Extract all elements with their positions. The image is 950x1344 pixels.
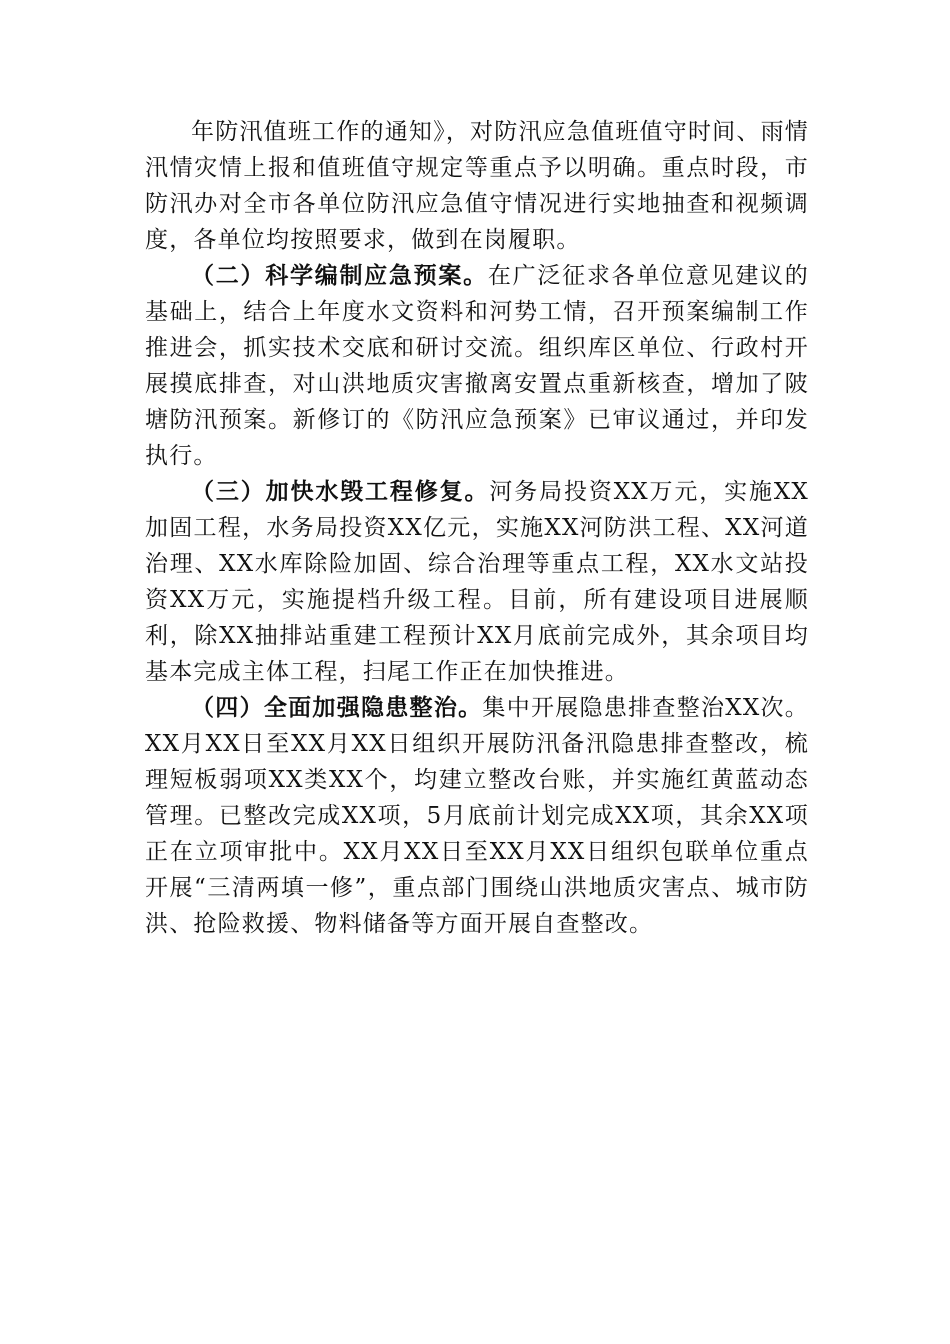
- paragraph-2: [145, 258, 809, 474]
- paragraph-3: [145, 474, 809, 690]
- paragraph-1-text: 年防汛值班工作的通知》，对防汛应急值班值守时间、雨情汛情灾情上报和值班值守规定等重点予以明确。重点时段，市防汛办对全市各单位防汛应急值守情况进行实地抽查和视频调度，各单位均按照要求，做到在岗履职。: [145, 119, 809, 253]
- paragraph-2-heading: （二）科学编制应急预案。: [191, 262, 488, 289]
- paragraph-3-text: 河务局投资XX万元，实施XX加固工程，水务局投资XX亿元，实施XX河防洪工程、XX河道治理、XX水库除险加固、综合治理等重点工程，XX水文站投资XX万元，实施提档升级工程。目前，所有建设项目进展顺利，除XX抽排站重建工程预计XX月底前完成外，其余项目均基本完成主体工程，扫尾工作正在加快推进。: [145, 479, 810, 685]
- paragraph-4-heading: （四）全面加强隐患整治。: [191, 694, 483, 721]
- document-body: [145, 114, 809, 942]
- paragraph-4-text: 集中开展隐患排查整治XX次。XX月XX日至XX月XX日组织开展防汛备汛隐患排查整改，梳理短板弱项XX类XX个，均建立整改台账，并实施红黄蓝动态管理。已整改完成XX项，5月底前计划完成XX项，其余XX项正在立项审批中。XX月XX日至XX月XX日组织包联单位重点开展“三清两填一修”，重点部门围绕山洪地质灾害点、城市防洪、抢险救援、物料储备等方面开展自查整改。: [145, 695, 809, 937]
- paragraph-2-text: 在广泛征求各单位意见建议的基础上，结合上年度水文资料和河势工情，召开预案编制工作推进会，抓实技术交底和研讨交流。组织库区单位、行政村开展摸底排查，对山洪地质灾害撤离安置点重新核查，增加了陂塘防汛预案。新修订的《防汛应急预案》已审议通过，并印发执行。: [145, 263, 809, 469]
- paragraph-3-heading: （三）加快水毁工程修复。: [191, 478, 490, 505]
- paragraph-1: [145, 114, 809, 258]
- paragraph-4: [145, 690, 809, 942]
